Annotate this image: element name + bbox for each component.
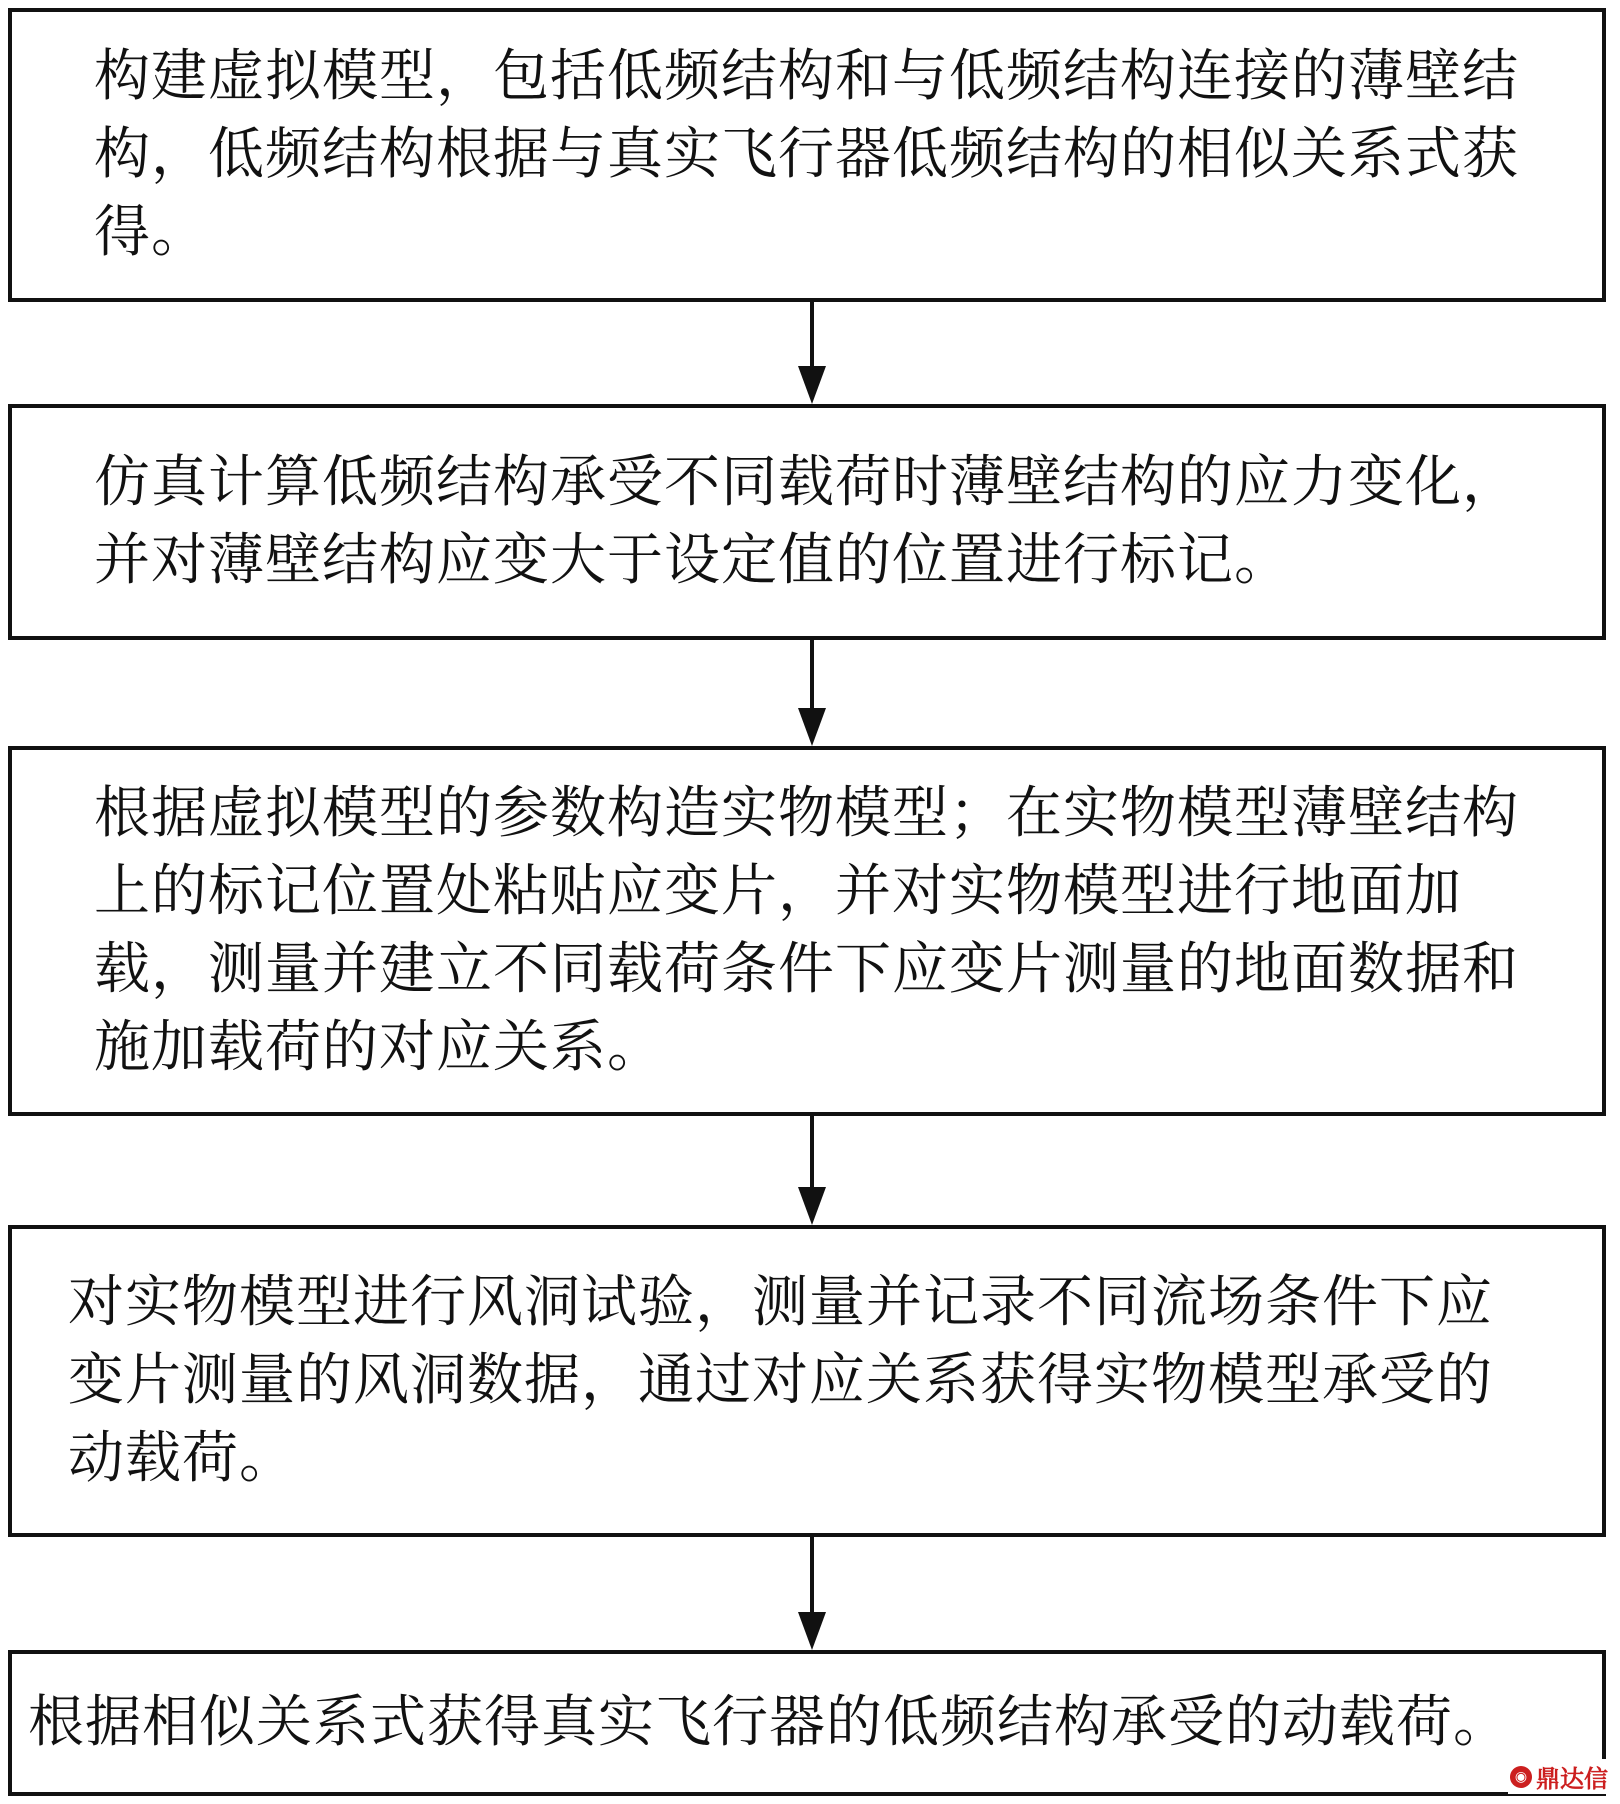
step-text-1: 构建虚拟模型，包括低频结构和与低频结构连接的薄壁结构，低频结构根据与真实飞行器低频结构的相似关系式获得。 <box>94 44 1519 265</box>
step-box-2 <box>8 404 1606 640</box>
watermark-text: 鼎达信 <box>1536 1765 1608 1793</box>
step-box-5 <box>8 1650 1606 1796</box>
step-text-5: 根据相似关系式获得真实飞行器的低频结构承受的动载荷。 <box>28 1690 1510 1755</box>
step-text-4: 对实物模型进行风洞试验，测量并记录不同流场条件下应变片测量的风洞数据，通过对应关系获得实物模型承受的动载荷。 <box>68 1270 1493 1491</box>
step-box-1 <box>8 8 1606 302</box>
arrow-2-head <box>798 708 826 746</box>
step-box-4 <box>8 1225 1606 1537</box>
arrow-1-head <box>798 366 826 404</box>
watermark-logo-icon: ◉ <box>1510 1766 1532 1788</box>
arrow-3-head <box>798 1187 826 1225</box>
step-text-3: 根据虚拟模型的参数构造实物模型；在实物模型薄壁结构上的标记位置处粘贴应变片，并对实物模型进行地面加载，测量并建立不同载荷条件下应变片测量的地面数据和施加载荷的对应关系。 <box>94 781 1519 1080</box>
arrow-4-head <box>798 1612 826 1650</box>
watermark <box>1508 1759 1610 1794</box>
step-box-3 <box>8 746 1606 1116</box>
step-text-2: 仿真计算低频结构承受不同载荷时薄壁结构的应力变化，并对薄壁结构应变大于设定值的位置进行标记。 <box>94 450 1519 593</box>
